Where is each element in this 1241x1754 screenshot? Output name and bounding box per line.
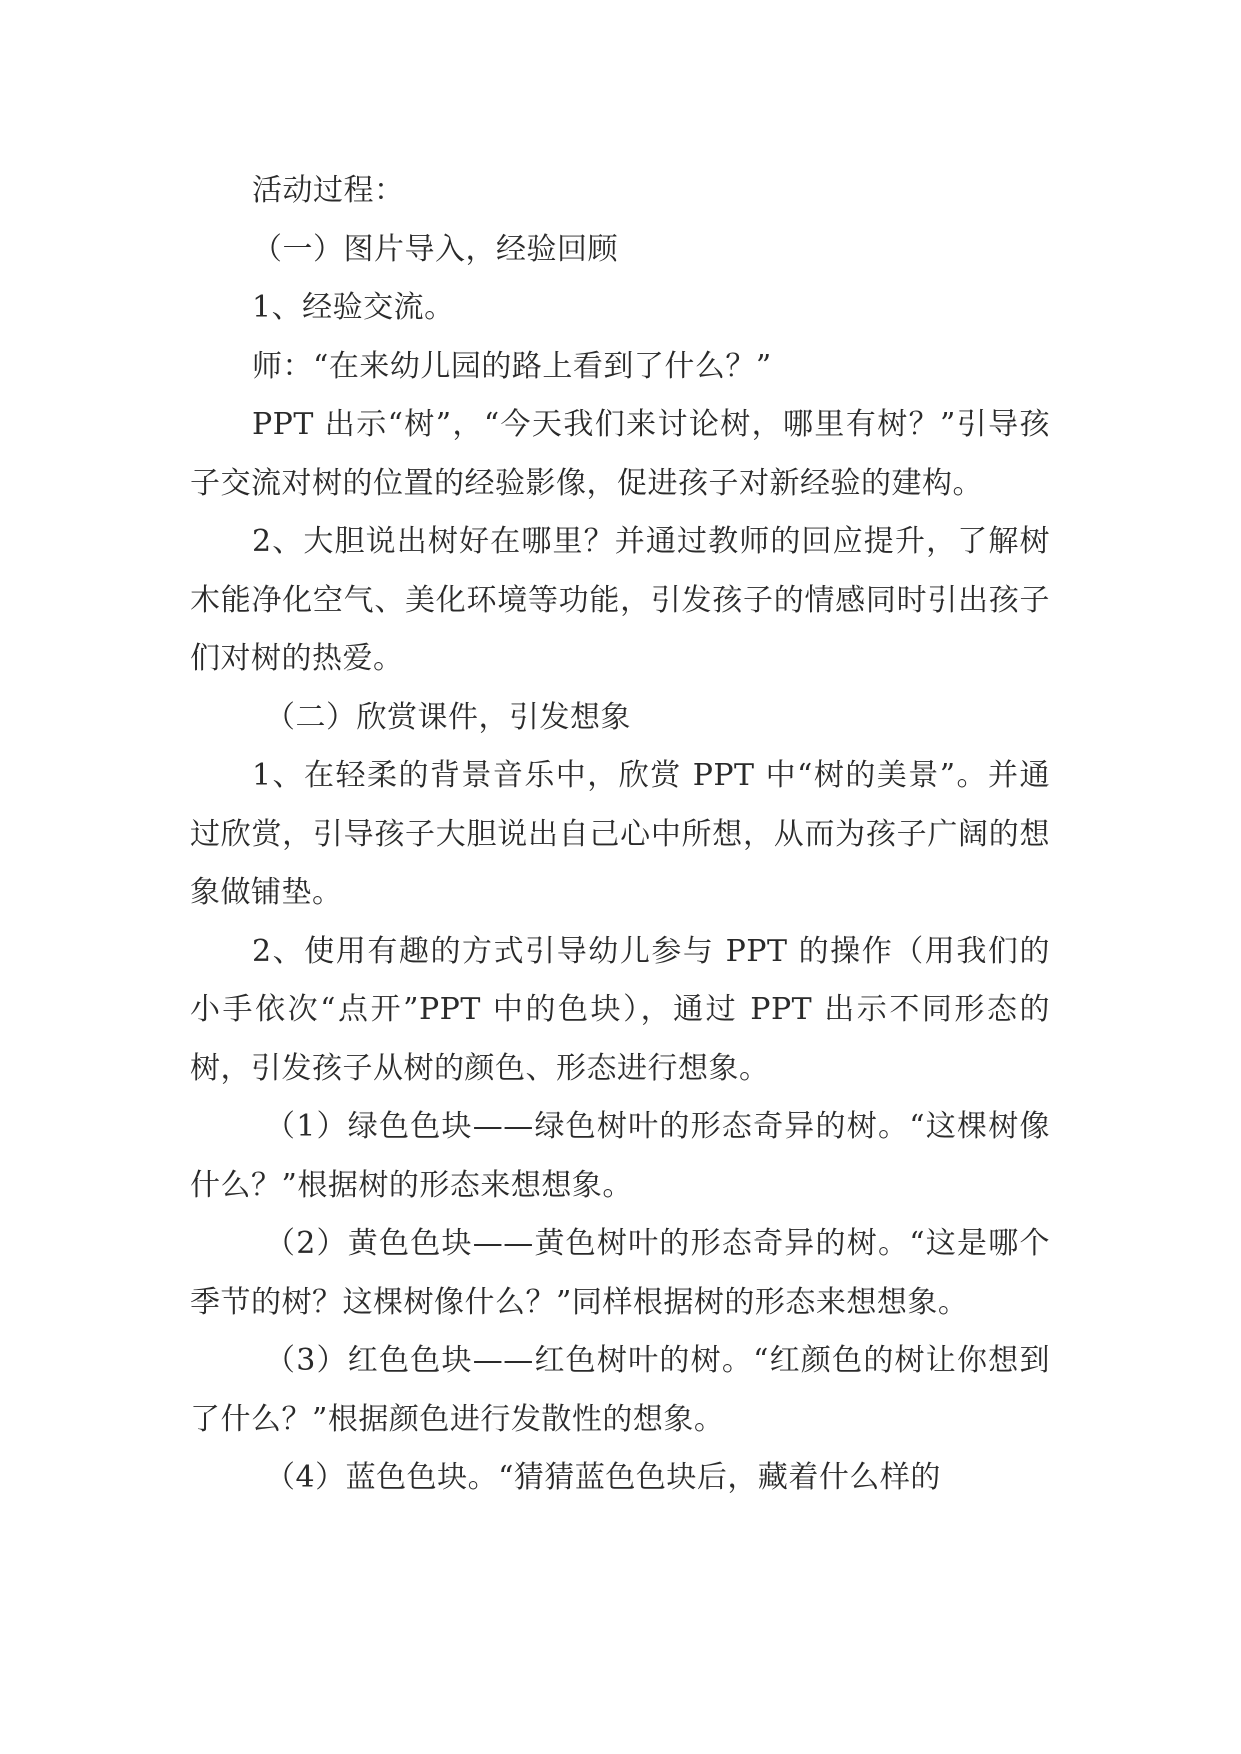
section-heading-1: （一）图片导入，经验回顾 — [252, 231, 618, 267]
paragraph-green-block: （1）绿色色块——绿色树叶的形态奇异的树。“这棵树像什么？”根据树的形态来想想象。 — [190, 1109, 1050, 1203]
paragraph-activity-process: 活动过程： — [252, 173, 405, 208]
document-body — [190, 162, 1050, 1508]
paragraph-red-block: （3）红色色块——红色树叶的树。“红颜色的树让你想到了什么？”根据颜色进行发散性的想象。 — [190, 1343, 1050, 1437]
section-heading-2: （二）欣赏课件，引发想象 — [265, 699, 631, 735]
paragraph-yellow-block: （2）黄色色块——黄色树叶的形态奇异的树。“这是哪个季节的树？这棵树像什么？”同样根据树的形态来想想象。 — [190, 1226, 1050, 1320]
paragraph-teacher-question: 师：“在来幼儿园的路上看到了什么？” — [252, 348, 772, 384]
paragraph-experience-exchange: 1、经验交流。 — [252, 290, 455, 325]
paragraph-ppt-tree: PPT 出示“树”，“今天我们来讨论树，哪里有树？”引导孩子交流对树的位置的经验影像，促进孩子对新经验的建构。 — [190, 407, 1050, 501]
paragraph-appreciate-ppt: 1、在轻柔的背景音乐中，欣赏 PPT 中“树的美景”。并通过欣赏，引导孩子大胆说出自己心中所想，从而为孩子广阔的想象做铺垫。 — [190, 758, 1050, 910]
paragraph-ppt-operation: 2、使用有趣的方式引导幼儿参与 PPT 的操作（用我们的小手依次“点开”PPT 中的色块），通过 PPT 出示不同形态的树，引发孩子从树的颜色、形态进行想象。 — [190, 933, 1050, 1086]
paragraph-tree-benefits: 2、大胆说出树好在哪里？并通过教师的回应提升，了解树木能净化空气、美化环境等功能，引发孩子的情感同时引出孩子们对树的热爱。 — [190, 524, 1050, 676]
paragraph-blue-block: （4）蓝色色块。“猜猜蓝色色块后，藏着什么样的 — [265, 1460, 941, 1495]
